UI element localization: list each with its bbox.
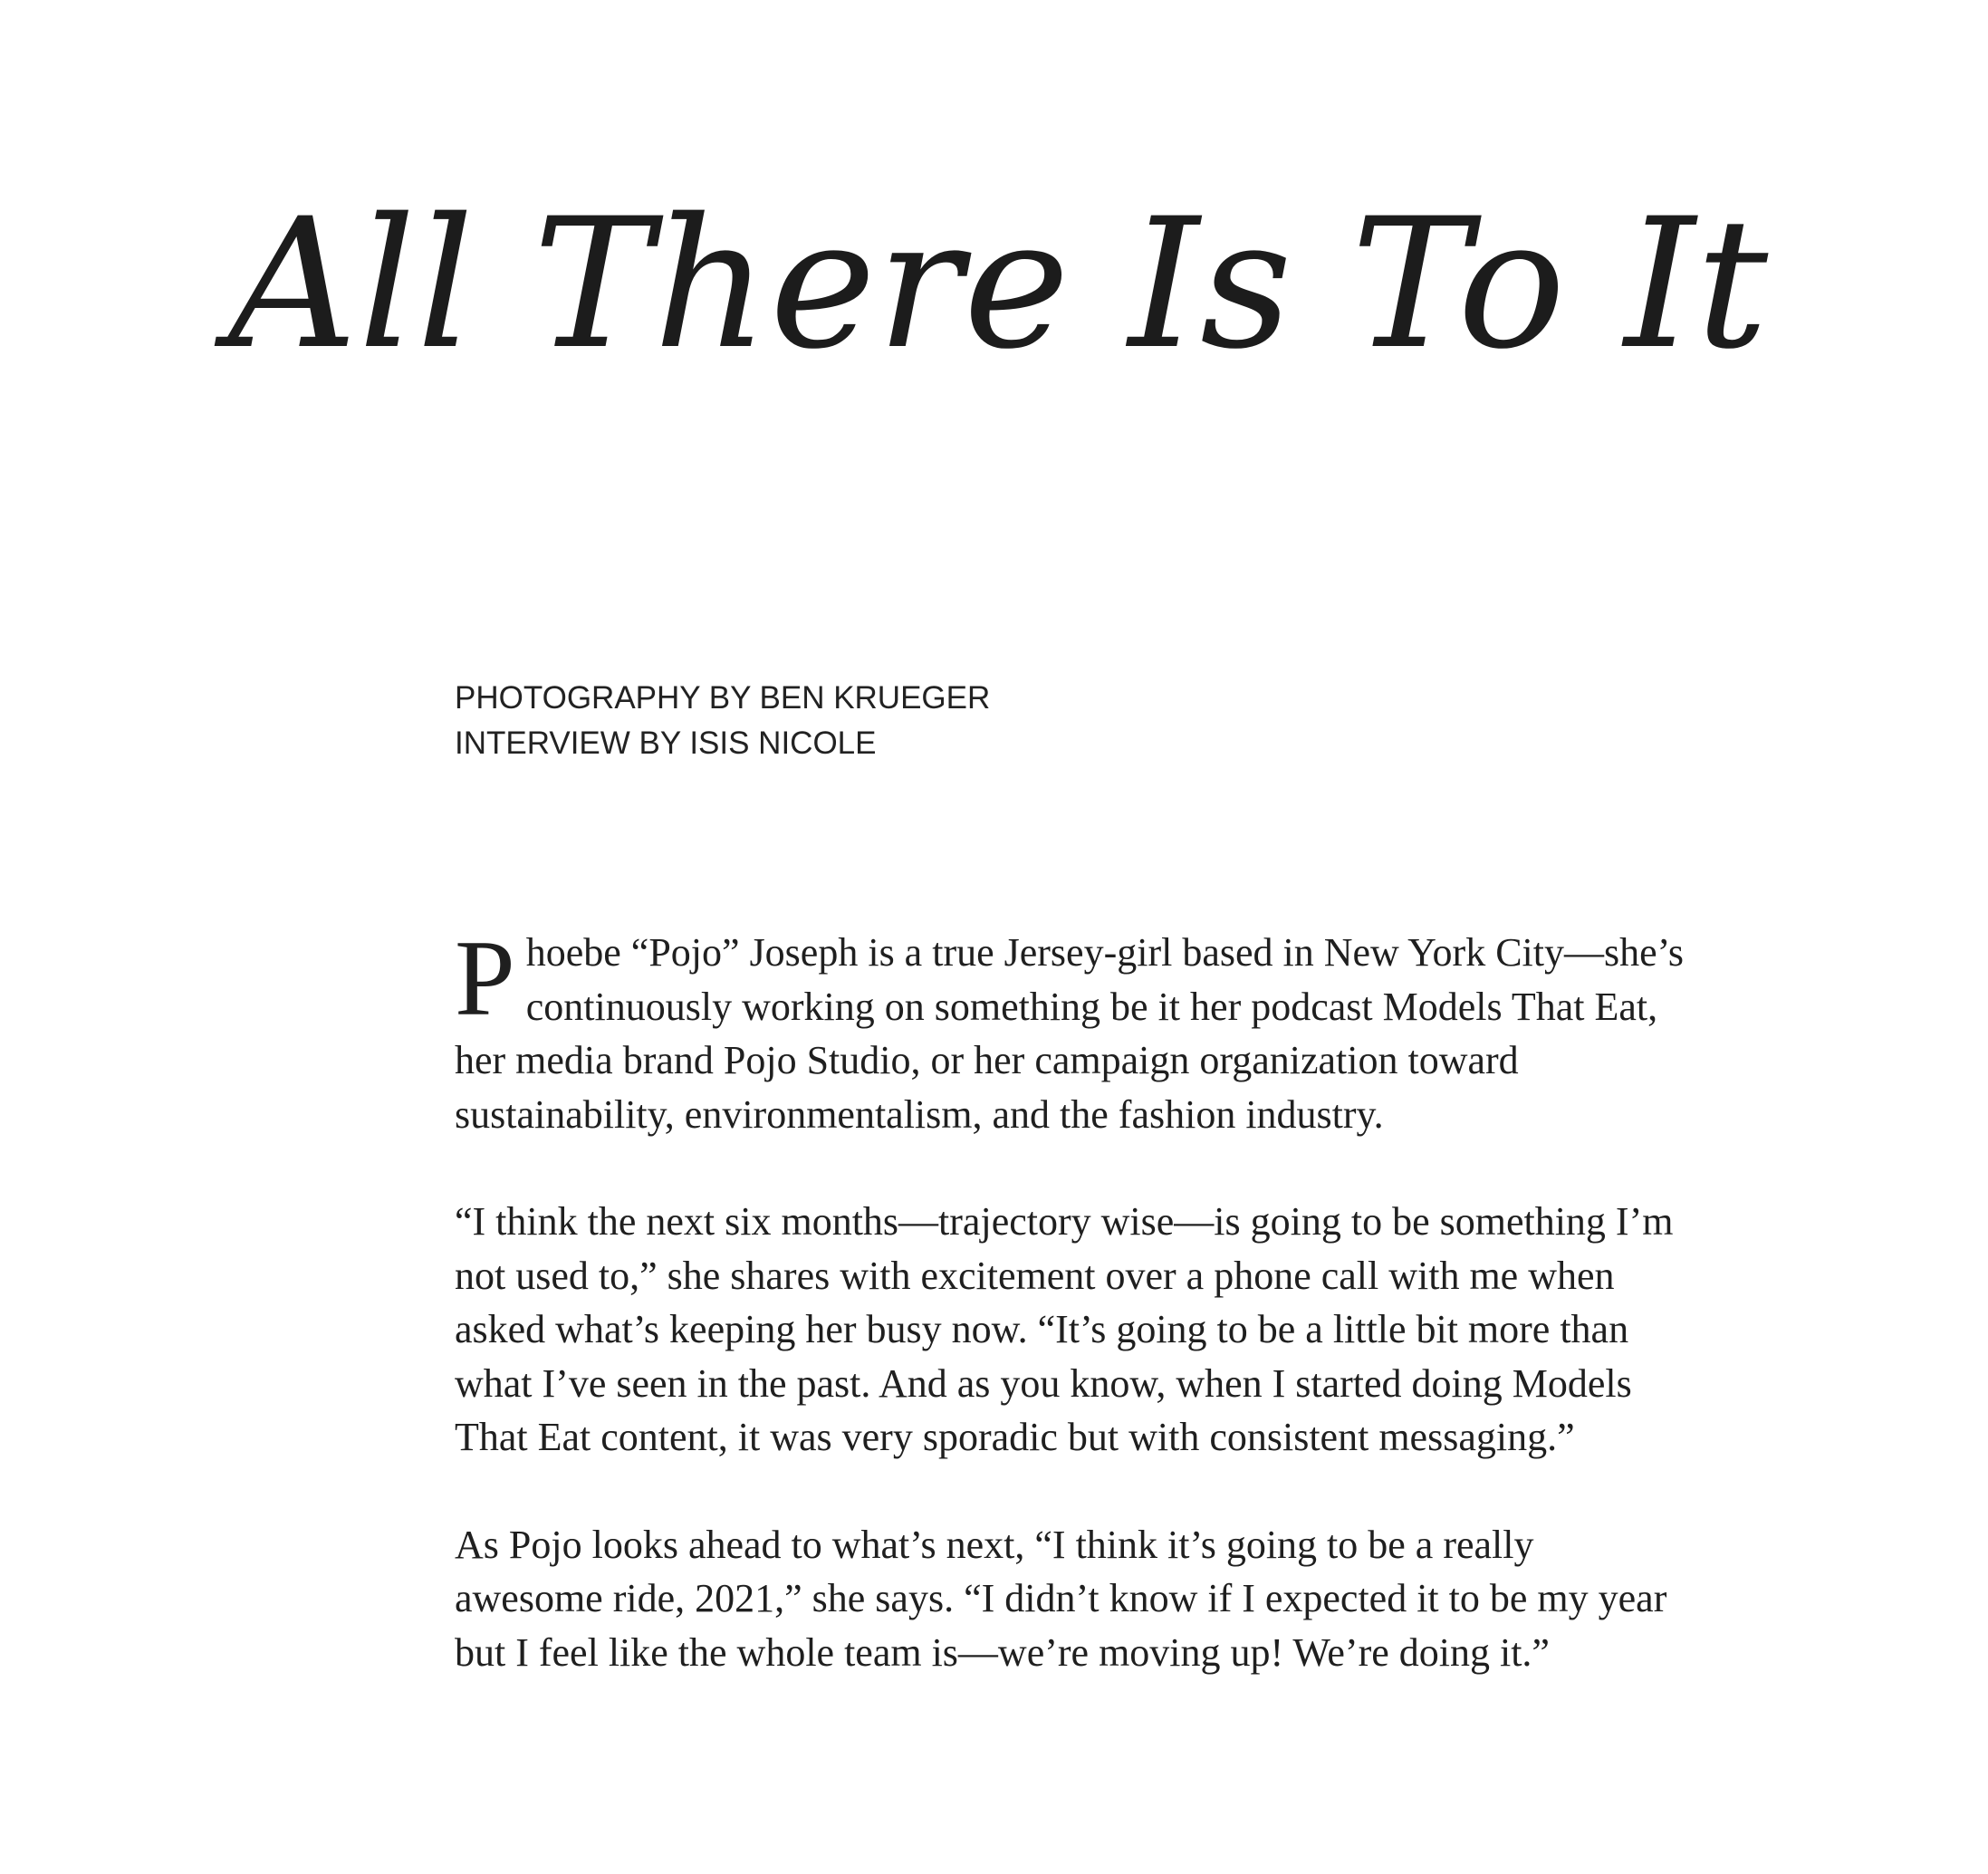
paragraph-1 bbox=[455, 918, 1686, 1141]
paragraph-2: “I think the next six months—trajectory wise—is going to be something I’m not used to,” she shares with excitement over a phone call with me when asked what’s keeping her busy now. “It’s going to be a little bit more than what I’ve seen in the past. And as you know, when I started doing Models That Eat content, it was very sporadic but with consistent messaging.” bbox=[455, 1199, 1674, 1459]
credits bbox=[455, 676, 990, 766]
drop-cap: P bbox=[455, 918, 515, 1038]
paragraph-3: As Pojo looks ahead to what’s next, “I think it’s going to be a really awesome ride, 2021,” she says. “I didn’t know if I expected it to be my year but I feel like the whole team is—we’re moving up! We’re doing it.” bbox=[455, 1522, 1667, 1675]
article-body bbox=[455, 918, 1686, 1733]
paragraph-1-text: hoebe “Pojo” Joseph is a true Jersey-girl based in New York City—she’s continuously working on something be it her podcast Models That Eat, her media brand Pojo Studio, or her campaign organization toward sustainability, environmentalism, and the fashion industry. bbox=[455, 930, 1685, 1137]
article-title: All There Is To It bbox=[227, 179, 1770, 389]
interview-credit: INTERVIEW BY ISIS NICOLE bbox=[455, 726, 877, 761]
photography-credit: PHOTOGRAPHY BY BEN KRUEGER bbox=[455, 680, 991, 716]
